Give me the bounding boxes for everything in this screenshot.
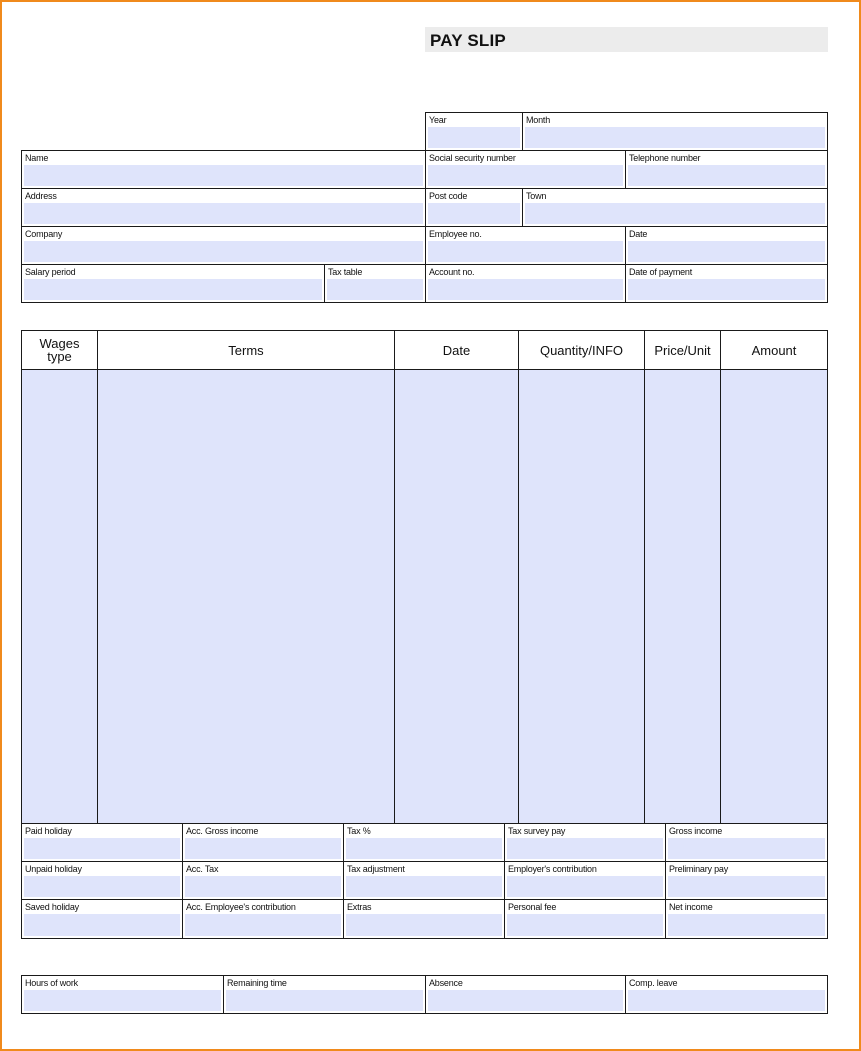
employers-contribution-label: Employer's contribution [508, 864, 597, 874]
social-security-number-field[interactable] [425, 150, 626, 189]
hours-of-work-field[interactable] [21, 975, 224, 1014]
wages-type-column[interactable] [21, 369, 98, 824]
remaining-time-label: Remaining time [227, 978, 287, 988]
account-no-field[interactable] [425, 264, 626, 303]
town-field[interactable] [522, 188, 828, 227]
hours-of-work-label: Hours of work [25, 978, 78, 988]
gross-income-field[interactable] [665, 823, 828, 862]
comp-leave-label: Comp. leave [629, 978, 678, 988]
acc-tax-field[interactable] [182, 861, 344, 900]
date-column[interactable] [394, 369, 519, 824]
date-of-payment-field[interactable] [625, 264, 828, 303]
extras-field[interactable] [343, 899, 505, 939]
unpaid-holiday-field[interactable] [21, 861, 183, 900]
date-field[interactable] [625, 226, 828, 265]
absence-label: Absence [429, 978, 463, 988]
extras-label: Extras [347, 902, 372, 912]
remaining-time-field[interactable] [223, 975, 426, 1014]
date-of-payment-label: Date of payment [629, 267, 693, 277]
telephone-number-label: Telephone number [629, 153, 701, 163]
col-header-price-unit-label: Price/Unit [654, 342, 711, 358]
date-label: Date [629, 229, 648, 239]
col-header-date [394, 330, 519, 370]
acc-tax-label: Acc. Tax [186, 864, 219, 874]
unpaid-holiday-label: Unpaid holiday [25, 864, 82, 874]
personal-fee-label: Personal fee [508, 902, 557, 912]
page-title: PAY SLIP [430, 31, 506, 50]
month-label: Month [526, 115, 551, 125]
personal-fee-field[interactable] [504, 899, 666, 939]
quantity-info-column[interactable] [518, 369, 645, 824]
address-field[interactable] [21, 188, 426, 227]
paid-holiday-label: Paid holiday [25, 826, 72, 836]
tax-survey-pay-label: Tax survey pay [508, 826, 566, 836]
tax-adjustment-field[interactable] [343, 861, 505, 900]
acc-gross-income-field[interactable] [182, 823, 344, 862]
saved-holiday-label: Saved holiday [25, 902, 79, 912]
col-header-date-label: Date [442, 342, 471, 358]
employers-contribution-field[interactable] [504, 861, 666, 900]
preliminary-pay-field[interactable] [665, 861, 828, 900]
post-code-field[interactable] [425, 188, 523, 227]
account-no-label: Account no. [429, 267, 475, 277]
saved-holiday-field[interactable] [21, 899, 183, 939]
col-header-amount [720, 330, 828, 370]
employee-no-field[interactable] [425, 226, 626, 265]
gross-income-label: Gross income [669, 826, 723, 836]
company-field[interactable] [21, 226, 426, 265]
telephone-number-field[interactable] [625, 150, 828, 189]
social-security-number-label: Social security number [429, 153, 516, 163]
month-field[interactable] [522, 112, 828, 151]
name-field[interactable] [21, 150, 426, 189]
acc-gross-income-label: Acc. Gross income [186, 826, 259, 836]
acc-employees-contribution-field[interactable] [182, 899, 344, 939]
tax-adjustment-label: Tax adjustment [347, 864, 405, 874]
salary-period-field[interactable] [21, 264, 325, 303]
col-header-amount-label: Amount [751, 342, 797, 358]
col-header-wages-type [21, 330, 98, 370]
tax-table-field[interactable] [324, 264, 426, 303]
tax-percent-field[interactable] [343, 823, 505, 862]
net-income-label: Net income [669, 902, 713, 912]
tax-percent-label: Tax % [347, 826, 371, 836]
post-code-label: Post code [429, 191, 468, 201]
amount-column[interactable] [720, 369, 828, 824]
col-header-terms-label: Terms [228, 342, 264, 358]
paid-holiday-field[interactable] [21, 823, 183, 862]
col-header-quantity-info [518, 330, 645, 370]
town-label: Town [526, 191, 547, 201]
acc-employees-contribution-label: Acc. Employee's contribution [186, 902, 296, 912]
col-header-wages-type-label: Wages type [39, 336, 80, 364]
year-field[interactable] [425, 112, 523, 151]
year-label: Year [429, 115, 447, 125]
comp-leave-field[interactable] [625, 975, 828, 1014]
col-header-terms [97, 330, 395, 370]
name-label: Name [25, 153, 49, 163]
price-unit-column[interactable] [644, 369, 721, 824]
company-label: Company [25, 229, 63, 239]
col-header-quantity-info-label: Quantity/INFO [539, 342, 624, 358]
preliminary-pay-label: Preliminary pay [669, 864, 729, 874]
tax-survey-pay-field[interactable] [504, 823, 666, 862]
address-label: Address [25, 191, 57, 201]
net-income-field[interactable] [665, 899, 828, 939]
tax-table-label: Tax table [328, 267, 363, 277]
col-header-price-unit [644, 330, 721, 370]
salary-period-label: Salary period [25, 267, 76, 277]
employee-no-label: Employee no. [429, 229, 482, 239]
absence-field[interactable] [425, 975, 626, 1014]
terms-column[interactable] [97, 369, 395, 824]
